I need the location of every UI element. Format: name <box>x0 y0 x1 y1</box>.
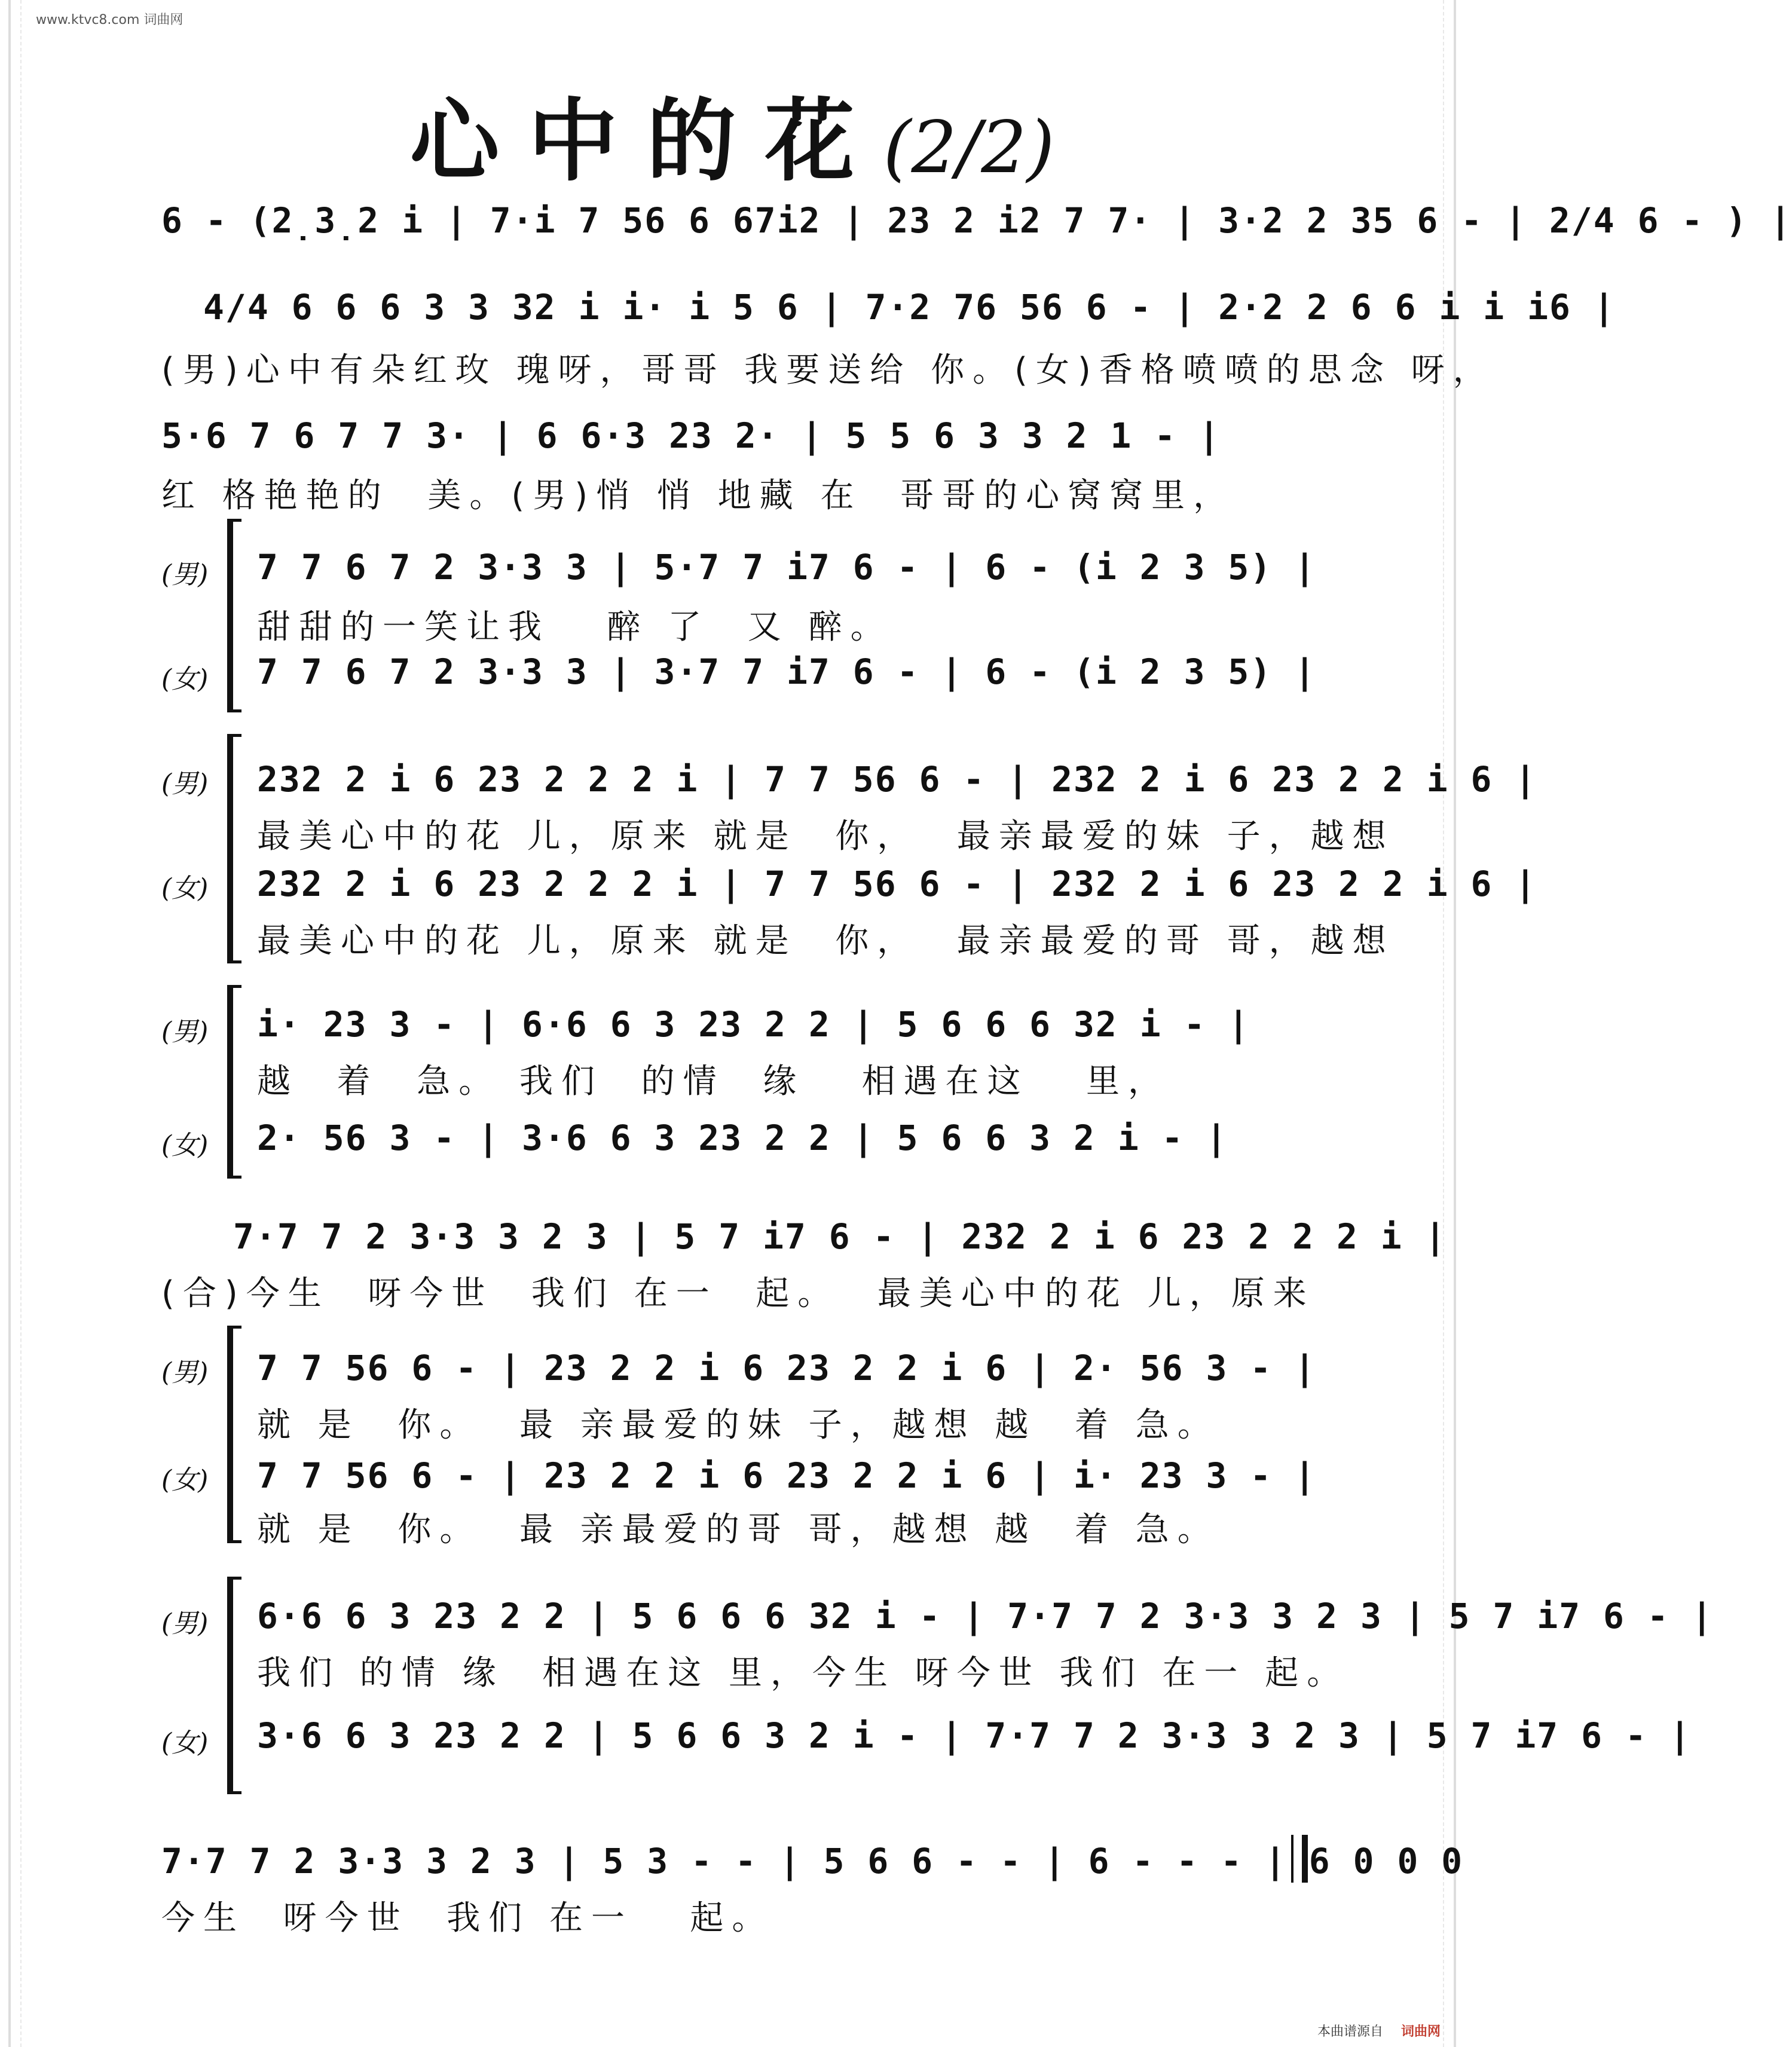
footer-brand: 词曲网 <box>1400 2024 1441 2039</box>
score-line-2: 4/4 6 6 6 3 3 32 i i· i 5 6 | 7·2 76 56 6 - | 2·2 2 6 6 i i i6 | <box>203 287 1616 328</box>
lyric-line-3: 红 格艳艳的 美。(男)悄 悄 地藏 在 哥哥的心窝窝里， <box>161 476 1236 515</box>
score-line-intro: 6 - (2̣3̣2 i | 7·i 7 56 6 67i2 | 23 2 i2 7 7· | 3·2 2 35 6 - | 2/4 6 - ) | <box>161 200 1792 241</box>
final-barline <box>1291 1835 1308 1883</box>
lyric-line-5-male: 最美心中的花 儿，原来 就是 你， 最亲最爱的妹 子，越想 <box>257 817 1395 856</box>
system-brace-1 <box>227 520 239 711</box>
lyric-line-final: 今生 呀今世 我们 在一 起。 <box>161 1899 774 1938</box>
watermark: www.ktvc8.com 词曲网 <box>36 13 184 27</box>
footer-source: 本曲谱源自 <box>1317 2024 1383 2039</box>
lyric-line-5-female: 最美心中的花 儿，原来 就是 你， 最亲最爱的哥 哥，越想 <box>257 922 1395 960</box>
system-brace-4 <box>227 1327 239 1542</box>
score-line-3: 5·6 7 6 7 7 3· | 6 6·3 23 2· | 5 5 6 3 3 2 1 - | <box>161 415 1221 456</box>
lyric-line-7: (合)今生 呀今世 我们 在一 起。 最美心中的花 儿，原来 <box>161 1274 1315 1313</box>
lyric-line-8-male: 就 是 你。 最 亲最爱的妹 子，越想 越 着 急。 <box>257 1406 1219 1445</box>
voice-label-female-3: (女) <box>161 1130 209 1161</box>
score-line-5-male: 232 2 i 6 23 2 2 2 i | 7 7 56 6 - | 232 2 i 6 23 2 2 i 6 | <box>257 759 1537 800</box>
lyric-line-9: 我们 的情 缘 相遇在这 里，今生 呀今世 我们 在一 起。 <box>257 1654 1349 1693</box>
score-line-6-male: i· 23 3 - | 6·6 6 3 23 2 2 | 5 6 6 6 32 i - | <box>257 1004 1250 1045</box>
voice-label-female-1: (女) <box>161 664 209 694</box>
voice-label-female-5: (女) <box>161 1728 209 1758</box>
lyric-line-2: (男)心中有朵红玫 瑰呀，哥哥 我要送给 你。(女)香格喷喷的思念 呀， <box>161 351 1495 390</box>
voice-label-male-1: (男) <box>161 559 209 590</box>
title-part: (2/2) <box>883 106 1055 189</box>
score-line-8-female: 7 7 56 6 - | 23 2 2 i 6 23 2 2 i 6 | i· 23 3 - | <box>257 1455 1317 1496</box>
score-line-6-female: 2· 56 3 - | 3·6 6 3 23 2 2 | 5 6 6 3 2 i - | <box>257 1118 1228 1158</box>
lyric-line-6: 越 着 急。 我们 的情 缘 相遇在这 里， <box>257 1062 1170 1101</box>
voice-label-female-2: (女) <box>161 873 209 904</box>
system-brace-5 <box>227 1578 239 1793</box>
score-line-4-female: 7 7 6 7 2 3·3 3 | 3·7 7 i7 6 - | 6 - (i 2 3 5) | <box>257 651 1317 692</box>
voice-label-male-3: (男) <box>161 1017 209 1047</box>
score-line-5-female: 232 2 i 6 23 2 2 2 i | 7 7 56 6 - | 232 2 i 6 23 2 2 i 6 | <box>257 864 1537 904</box>
score-line-4-male: 7 7 6 7 2 3·3 3 | 5·7 7 i7 6 - | 6 - (i 2 3 5) | <box>257 547 1317 588</box>
score-line-final: 7·7 7 2 3·3 3 2 3 | 5 3 - - | 5 6 6 - - | 6 - - - | 6 0 0 0 <box>161 1841 1464 1881</box>
title-main: 心中的花 <box>409 88 883 194</box>
score-line-9-female: 3·6 6 3 23 2 2 | 5 6 6 3 2 i - | 7·7 7 2 3·3 3 2 3 | 5 7 i7 6 - | <box>257 1715 1692 1756</box>
voice-label-female-4: (女) <box>161 1465 209 1495</box>
voice-label-male-4: (男) <box>161 1357 209 1388</box>
page-title <box>0 69 1464 198</box>
score-line-9-male: 6·6 6 3 23 2 2 | 5 6 6 6 32 i - | 7·7 7 2 3·3 3 2 3 | 5 7 i7 6 - | <box>257 1596 1714 1636</box>
lyric-line-4: 甜甜的一笑让我 醉 了 又 醉。 <box>257 608 892 647</box>
score-line-8-male: 7 7 56 6 - | 23 2 2 i 6 23 2 2 i 6 | 2· 56 3 - | <box>257 1348 1317 1388</box>
page-border-left-inner <box>20 0 22 2047</box>
lyric-line-8-female: 就 是 你。 最 亲最爱的哥 哥，越想 越 着 急。 <box>257 1510 1219 1549</box>
footer <box>1317 2021 1441 2040</box>
voice-label-male-5: (男) <box>161 1608 209 1639</box>
score-line-7: 7·7 7 2 3·3 3 2 3 | 5 7 i7 6 - | 232 2 i 6 23 2 2 2 i | <box>233 1216 1447 1257</box>
page-border-left <box>8 0 11 2047</box>
voice-label-male-2: (男) <box>161 769 209 799</box>
system-brace-3 <box>227 986 239 1177</box>
system-brace-2 <box>227 735 239 962</box>
